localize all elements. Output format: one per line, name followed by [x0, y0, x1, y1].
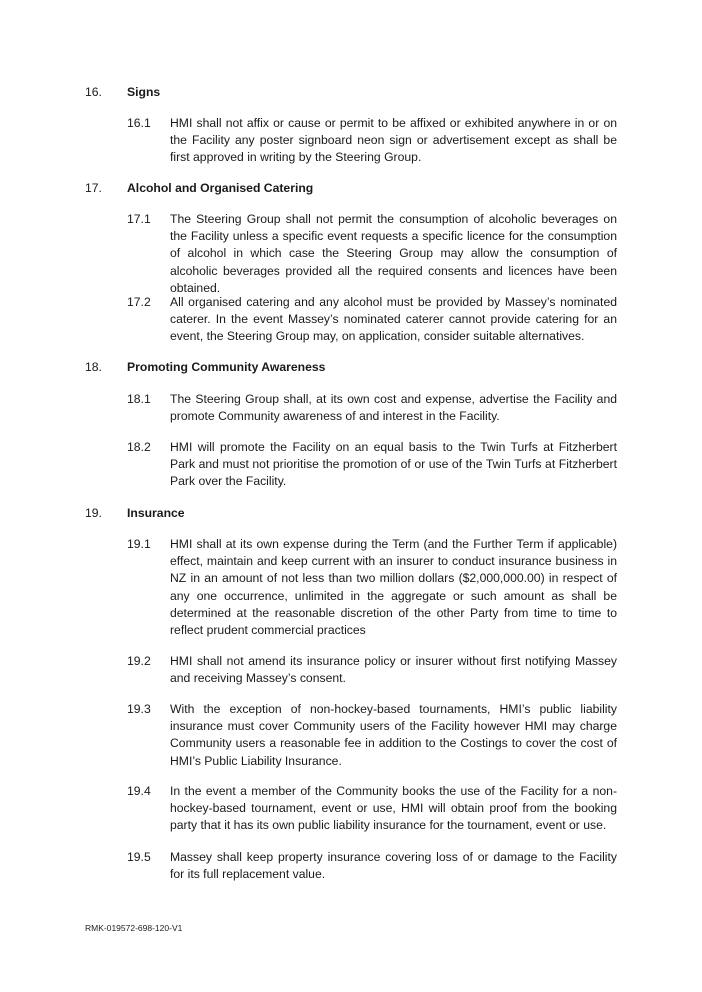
- clause-number: 17.2: [127, 295, 151, 309]
- clause-text: HMI shall not amend its insurance policy or insurer without first notifying Massey and receiving Massey’s consent.: [170, 654, 617, 686]
- section-16-heading: [85, 84, 160, 101]
- clause-17-2: [127, 294, 617, 346]
- clause-19-1: [127, 536, 617, 639]
- section-title: Alcohol and Organised Catering: [127, 181, 314, 195]
- section-title: Promoting Community Awareness: [127, 360, 326, 374]
- clause-text: Massey shall keep property insurance covering loss of or damage to the Facility for its full replacement value.: [170, 850, 617, 882]
- section-18-heading: [85, 359, 325, 376]
- clause-number: 19.1: [127, 537, 151, 551]
- clause-19-3: [127, 701, 617, 770]
- clause-19-4: [127, 783, 617, 835]
- section-number: 18.: [85, 360, 102, 374]
- section-number: 16.: [85, 85, 102, 99]
- clause-text: The Steering Group shall, at its own cost and expense, advertise the Facility and promote Community awareness of and interest in the Facility.: [170, 392, 617, 424]
- clause-19-5: [127, 849, 617, 883]
- clause-number: 18.2: [127, 440, 151, 454]
- clause-number: 19.3: [127, 702, 151, 716]
- clause-number: 17.1: [127, 212, 151, 226]
- clause-17-1: [127, 211, 617, 297]
- clause-number: 19.4: [127, 784, 151, 798]
- section-title: Signs: [127, 85, 161, 99]
- clause-text: The Steering Group shall not permit the consumption of alcoholic beverages on the Facility unless a specific event requests a specific licence for the consumption of alcohol in which case the Steering Group may allow the consumption of alcoholic beverages provided all the required consents and licences have been obtained.: [170, 212, 617, 295]
- clause-text: With the exception of non-hockey-based tournaments, HMI’s public liability insurance must cover Community users of the Facility however HMI may charge Community users a reasonable fee in addition to the Costings to cover the cost of HMI’s Public Liability Insurance.: [170, 702, 617, 768]
- clause-18-1: [127, 391, 617, 425]
- section-number: 17.: [85, 181, 102, 195]
- section-17-heading: [85, 180, 313, 197]
- clause-number: 19.5: [127, 850, 151, 864]
- document-reference: RMK-019572-698-120-V1: [85, 923, 183, 933]
- section-number: 19.: [85, 506, 102, 520]
- clause-text: All organised catering and any alcohol must be provided by Massey’s nominated caterer. In the event Massey’s nominated caterer cannot provide catering for an event, the Steering Group may, on application, consider suitable alternatives.: [170, 295, 617, 344]
- clause-text: HMI will promote the Facility on an equal basis to the Twin Turfs at Fitzherbert Park and must not prioritise the promotion of or use of the Twin Turfs at Fitzherbert Park over the Facility.: [170, 440, 617, 489]
- clause-16-1: [127, 115, 617, 167]
- clause-19-2: [127, 653, 617, 687]
- clause-number: 19.2: [127, 654, 151, 668]
- section-19-heading: [85, 505, 185, 522]
- clause-18-2: [127, 439, 617, 491]
- section-title: Insurance: [127, 506, 185, 520]
- clause-text: In the event a member of the Community books the use of the Facility for a non-hockey-based tournament, event or use, HMI will obtain proof from the booking party that it has its own public liability insurance for the tournament, event or use.: [170, 784, 617, 833]
- clause-number: 16.1: [127, 116, 151, 130]
- clause-text: HMI shall not affix or cause or permit to be affixed or exhibited anywhere in or on the Facility any poster signboard neon sign or advertisement except as shall be first approved in writing by the Steering Group.: [170, 116, 617, 165]
- clause-number: 18.1: [127, 392, 151, 406]
- clause-text: HMI shall at its own expense during the Term (and the Further Term if applicable) effect, maintain and keep current with an insurer to conduct insurance business in NZ in an amount of not less than two million dollars ($2,000,000.00) in respect of any one occurrence, unlimited in the aggregate or such amount as shall be determined at the reasonable discretion of the other Party from time to time to reflect prudent commercial practices: [170, 537, 617, 638]
